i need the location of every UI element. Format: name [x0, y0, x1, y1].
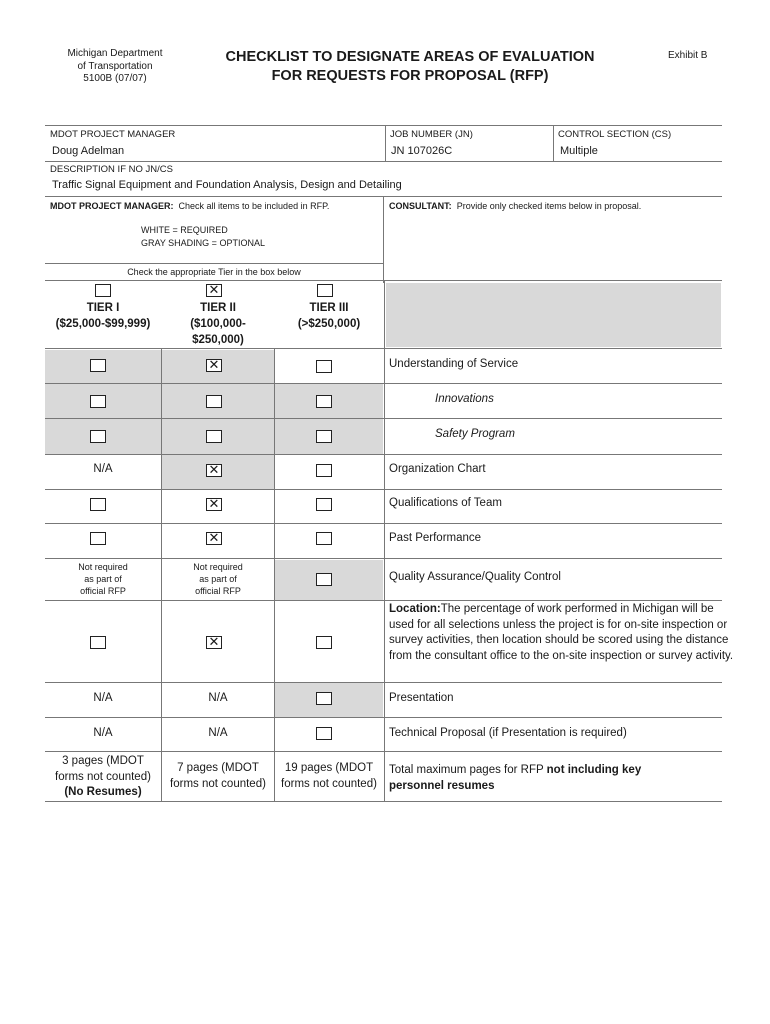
exhibit-label: Exhibit B	[668, 50, 708, 61]
location-tier3-checkbox[interactable]	[316, 636, 332, 649]
presentation-tier1-na: N/A	[93, 692, 113, 704]
qa-tier3-checkbox[interactable]	[316, 573, 332, 586]
pm-instruction	[50, 200, 329, 212]
tier-1-heading	[45, 300, 161, 332]
org-chart-tier1-na: N/A	[93, 463, 113, 475]
tier3-pages	[275, 761, 383, 792]
safety-tier3-checkbox[interactable]	[316, 430, 332, 443]
legend-white: WHITE = REQUIRED	[141, 225, 228, 235]
not-required-line: Not required	[78, 562, 128, 572]
title-line-1: CHECKLIST TO DESIGNATE AREAS OF EVALUATION	[225, 49, 595, 65]
row-presentation-label: Presentation	[389, 692, 454, 704]
not-required-line: official RFP	[195, 586, 241, 596]
rule	[45, 161, 722, 162]
technical-tier2-na: N/A	[208, 727, 228, 739]
description-label: DESCRIPTION IF NO JN/CS	[50, 164, 173, 175]
tier-3-name: TIER III	[309, 302, 349, 314]
check-mark-icon: ✕	[208, 357, 220, 372]
safety-tier1-checkbox[interactable]	[90, 430, 106, 443]
tier-2-heading	[162, 300, 274, 348]
legend-gray: GRAY SHADING = OPTIONAL	[141, 238, 265, 248]
row-qualifications-label: Qualifications of Team	[389, 497, 502, 509]
tier-3-heading	[275, 300, 383, 332]
tier2-pages-line: forms not counted)	[170, 777, 266, 790]
not-required-line: Not required	[193, 562, 243, 572]
total-pages-bold-2: personnel resumes	[389, 779, 495, 792]
technical-tier3-checkbox[interactable]	[316, 727, 332, 740]
check-mark-icon: ✕	[208, 462, 220, 477]
qa-tier2-not-required	[162, 561, 274, 597]
location-description: The percentage of work performed in Michigan will be used for all selections unless the project is for on-site inspection or survey activities, then location should be scored using the distance from the consultant office to the on-site inspection or survey activity.	[389, 603, 734, 662]
pm-instruction-bold: MDOT PROJECT MANAGER:	[50, 201, 174, 211]
innovations-tier3-checkbox[interactable]	[316, 395, 332, 408]
row-understanding-label: Understanding of Service	[389, 358, 519, 370]
safety-tier2-checkbox[interactable]	[206, 430, 222, 443]
tier2-pages	[162, 761, 274, 792]
title-line-2: FOR REQUESTS FOR PROPOSAL (RFP)	[271, 68, 549, 84]
check-mark-icon: ✕	[208, 634, 220, 649]
tier-1-range: ($25,000-$99,999)	[55, 318, 151, 330]
location-tier2-checkbox[interactable]	[206, 636, 222, 649]
pm-label: MDOT PROJECT MANAGER	[50, 129, 176, 140]
org-chart-tier2-checkbox[interactable]	[206, 464, 222, 477]
pm-instruction-text: Check all items to be included in RFP.	[178, 201, 330, 211]
rule	[385, 125, 386, 161]
department-name-2: of Transportation	[77, 60, 153, 72]
consultant-instruction	[389, 200, 641, 212]
total-pages-text: Total maximum pages for RFP	[389, 764, 547, 776]
jn-value: JN 107026C	[391, 145, 453, 157]
row-past-performance-label: Past Performance	[389, 532, 482, 544]
org-chart-tier3-checkbox[interactable]	[316, 464, 332, 477]
tier-3-range: (>$250,000)	[297, 318, 361, 330]
past-performance-tier1-checkbox[interactable]	[90, 532, 106, 545]
qualifications-tier2-checkbox[interactable]	[206, 498, 222, 511]
innovations-tier2-checkbox[interactable]	[206, 395, 222, 408]
row-qa-label: Quality Assurance/Quality Control	[389, 571, 561, 583]
total-pages-note	[389, 763, 719, 794]
qa-tier1-not-required	[45, 561, 161, 597]
tier-2-name: TIER II	[200, 302, 236, 314]
technical-tier1-na: N/A	[93, 727, 113, 739]
row-location-text	[389, 602, 739, 664]
innovations-tier1-checkbox[interactable]	[90, 395, 106, 408]
past-performance-tier2-checkbox[interactable]	[206, 532, 222, 545]
check-mark-icon: ✕	[208, 282, 220, 297]
pm-value: Doug Adelman	[52, 145, 125, 157]
jn-label: JOB NUMBER (JN)	[390, 129, 473, 140]
tier1-pages-line: 3 pages (MDOT	[62, 755, 144, 767]
understanding-tier1-checkbox[interactable]	[90, 359, 106, 372]
consultant-instruction-text: Provide only checked items below in proposal.	[456, 201, 642, 211]
department-name: Michigan Department	[67, 48, 163, 59]
tier-1-name: TIER I	[86, 302, 120, 314]
consultant-instruction-bold: CONSULTANT:	[389, 201, 452, 211]
tier2-pages-line: 7 pages (MDOT	[177, 762, 259, 774]
tier-2-range-2: $250,000)	[192, 334, 244, 346]
rule	[274, 349, 275, 801]
form-number: 5100B (07/07)	[83, 73, 147, 84]
rule	[384, 280, 385, 801]
tier-2-range: ($100,000-	[190, 318, 246, 330]
not-required-line: as part of	[199, 574, 237, 584]
row-safety-label: Safety Program	[435, 428, 515, 440]
tier3-pages-line: forms not counted)	[281, 777, 377, 790]
row-technical-label: Technical Proposal (if Presentation is required)	[389, 727, 627, 739]
department-block	[40, 48, 190, 86]
rule	[383, 197, 384, 283]
qualifications-tier3-checkbox[interactable]	[316, 498, 332, 511]
total-pages-bold: not including key	[546, 764, 642, 776]
row-innovations-label: Innovations	[435, 393, 494, 405]
tier1-pages-note: (No Resumes)	[64, 786, 142, 798]
location-tier1-checkbox[interactable]	[90, 636, 106, 649]
rule	[553, 125, 554, 161]
row-org-chart-label: Organization Chart	[389, 463, 486, 475]
past-performance-tier3-checkbox[interactable]	[316, 532, 332, 545]
presentation-tier2-na: N/A	[208, 692, 228, 704]
rule	[45, 263, 383, 264]
not-required-line: official RFP	[80, 586, 126, 596]
form-title	[195, 48, 625, 86]
tier-2-checkbox[interactable]	[206, 284, 222, 297]
not-required-line: as part of	[84, 574, 122, 584]
shade-cell	[386, 283, 721, 347]
tier1-pages-line: forms not counted)	[55, 770, 151, 783]
check-mark-icon: ✕	[208, 496, 220, 511]
tier1-pages	[40, 754, 166, 801]
tier-1-checkbox[interactable]	[95, 284, 111, 297]
location-bold: Location:	[389, 603, 441, 615]
qualifications-tier1-checkbox[interactable]	[90, 498, 106, 511]
cs-value: Multiple	[560, 145, 598, 157]
tier-3-checkbox[interactable]	[317, 284, 333, 297]
presentation-tier3-checkbox[interactable]	[316, 692, 332, 705]
description-value: Traffic Signal Equipment and Foundation Analysis, Design and Detailing	[52, 179, 402, 191]
understanding-tier3-checkbox[interactable]	[316, 360, 332, 373]
rule	[45, 801, 722, 802]
cs-label: CONTROL SECTION (CS)	[558, 129, 672, 140]
tier-prompt: Check the appropriate Tier in the box below	[127, 267, 301, 277]
tier3-pages-line: 19 pages (MDOT	[284, 762, 374, 774]
check-mark-icon: ✕	[208, 530, 220, 545]
rule	[45, 125, 722, 126]
understanding-tier2-checkbox[interactable]	[206, 359, 222, 372]
